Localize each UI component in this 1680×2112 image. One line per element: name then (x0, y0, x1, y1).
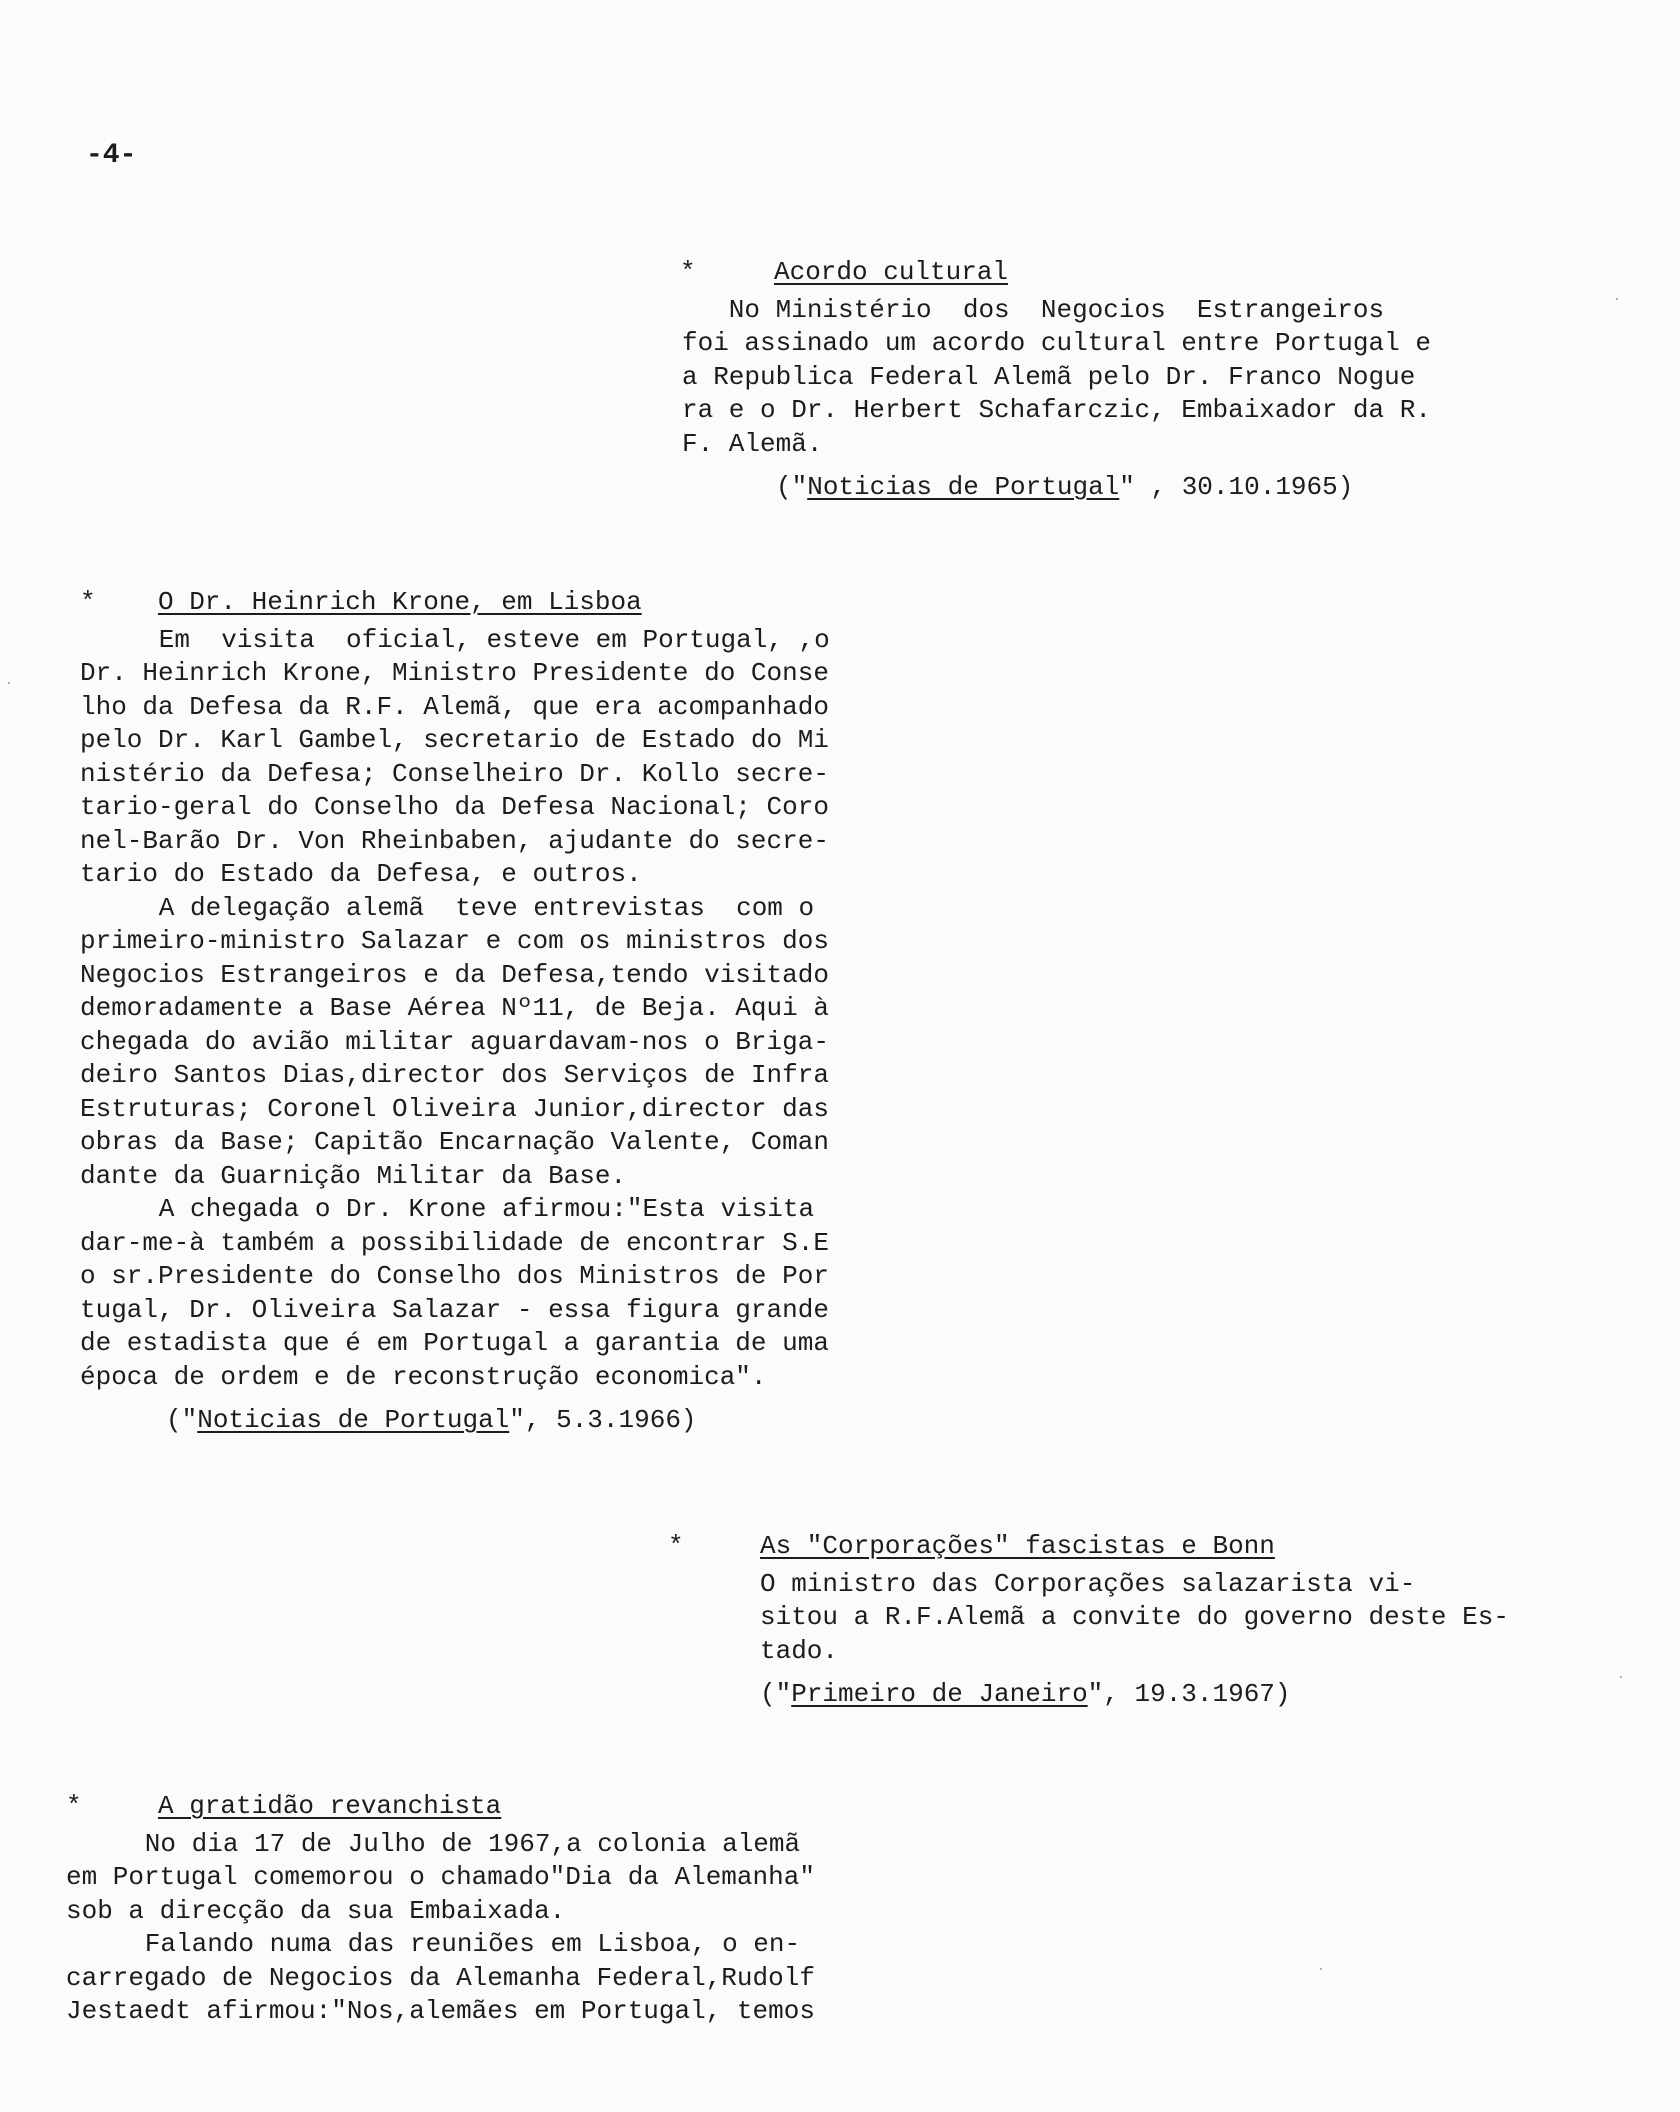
source-citation: ("Noticias de Portugal" , 30.10.1965) (776, 472, 1354, 502)
article-line: tugal, Dr. Oliveira Salazar - essa figura grande (80, 1294, 829, 1325)
article-line: Falando numa das reuniões em Lisboa, o en- (98, 1929, 801, 1959)
scan-speck (1320, 1968, 1322, 1970)
article-line: nistério da Defesa; Conselheiro Dr. Kollo secre- (80, 758, 829, 789)
article-line: carregado de Negocios da Alemanha Federal,Rudolf (66, 1962, 815, 1993)
article-heading: * A gratidão revanchista (66, 1790, 866, 1824)
article-line: ra e o Dr. Herbert Schafarczic, Embaixador da R. (682, 395, 1431, 425)
article-line: a Republica Federal Alemã pelo Dr. Franco Nogue (682, 361, 1416, 392)
article-line: O ministro das Corporações salazarista vi- (760, 1568, 1416, 1599)
article-line: sitou a R.F.Alemã a convite do governo deste Es- (760, 1602, 1509, 1632)
article-line: chegada do avião militar aguardavam-nos o Briga- (80, 1026, 829, 1057)
source-name: Noticias de Portugal (807, 472, 1120, 502)
article-line: época de ordem e de reconstrução economica". (80, 1361, 767, 1392)
article-corporacoes (668, 1530, 1509, 1712)
article-line: de estadista que é em Portugal a garantia de uma (80, 1328, 829, 1358)
article-heading: * Acordo cultural (680, 256, 1442, 290)
article-title: A gratidão revanchista (158, 1791, 502, 1821)
source-citation: ("Noticias de Portugal", 5.3.1966) (166, 1405, 697, 1435)
article-line: No Ministério dos Negocios Estrangeiros (682, 294, 1385, 325)
article-line: dante da Guarnição Militar da Base. (80, 1160, 627, 1191)
article-line: F. Alemã. (682, 428, 823, 459)
article-line: Dr. Heinrich Krone, Ministro Presidente do Conse (80, 658, 829, 688)
article-line: Jestaedt afirmou:"Nos,alemães em Portugal, temos (66, 1996, 815, 2026)
article-line: obras da Base; Capitão Encarnação Valente, Coman (80, 1127, 829, 1157)
source-name: Primeiro de Janeiro (791, 1679, 1088, 1709)
article-acordo-cultural (682, 256, 1442, 505)
source-date: , 5.3.1966) (524, 1405, 697, 1435)
article-line: primeiro-ministro Salazar e com os ministros dos (80, 926, 829, 956)
article-heinrich-krone (80, 586, 870, 1438)
scan-speck (1620, 1676, 1622, 1678)
scan-speck (1616, 298, 1618, 300)
article-line: deiro Santos Dias,director dos Serviços de Infra (80, 1060, 829, 1090)
article-line: em Portugal comemorou o chamado"Dia da Alemanha" (66, 1862, 815, 1892)
article-gratidao-revanchista (66, 1790, 866, 2029)
article-title: As "Corporações" fascistas e Bonn (760, 1531, 1275, 1561)
article-line: dar-me-à também a possibilidade de encontrar S.E (80, 1227, 829, 1258)
source-date: , 30.10.1965) (1134, 472, 1354, 502)
page-number: -4- (86, 140, 137, 171)
article-title: O Dr. Heinrich Krone, em Lisboa (158, 587, 642, 617)
article-line: tado. (760, 1635, 839, 1666)
article-line: Em visita oficial, esteve em Portugal, ,o (112, 624, 830, 655)
article-title: Acordo cultural (774, 257, 1009, 287)
article-line: demoradamente a Base Aérea Nº11, de Beja. Aqui à (80, 993, 829, 1023)
article-heading: * As "Corporações" fascistas e Bonn (668, 1530, 1448, 1564)
article-line: A delegação alemã teve entrevistas com o (112, 892, 815, 923)
article-line: tario do Estado da Defesa, e outros. (80, 859, 642, 889)
article-line: Estruturas; Coronel Oliveira Junior,director das (80, 1093, 829, 1124)
article-line: Negocios Estrangeiros e da Defesa,tendo visitado (80, 959, 829, 990)
article-line: pelo Dr. Karl Gambel, secretario de Estado do Mi (80, 725, 829, 755)
article-line: tario-geral do Conselho da Defesa Nacional; Coro (80, 792, 829, 822)
source-date: , 19.3.1967) (1103, 1679, 1291, 1709)
article-line: foi assinado um acordo cultural entre Portugal e (682, 328, 1431, 358)
source-citation: ("Primeiro de Janeiro", 19.3.1967) (760, 1679, 1291, 1709)
article-line: o sr.Presidente do Conselho dos Ministros de Por (80, 1261, 829, 1291)
article-line: A chegada o Dr. Krone afirmou:"Esta visita (112, 1194, 815, 1224)
article-line: No dia 17 de Julho de 1967,a colonia alemã (98, 1828, 801, 1859)
article-line: lho da Defesa da R.F. Alemã, que era acompanhado (80, 691, 829, 722)
article-line: sob a direcção da sua Embaixada. (66, 1895, 566, 1926)
article-line: nel-Barão Dr. Von Rheinbaben, ajudante do secre- (80, 825, 829, 856)
article-heading: * O Dr. Heinrich Krone, em Lisboa (80, 586, 870, 620)
source-name: Noticias de Portugal (197, 1405, 510, 1435)
scan-speck (8, 682, 10, 684)
